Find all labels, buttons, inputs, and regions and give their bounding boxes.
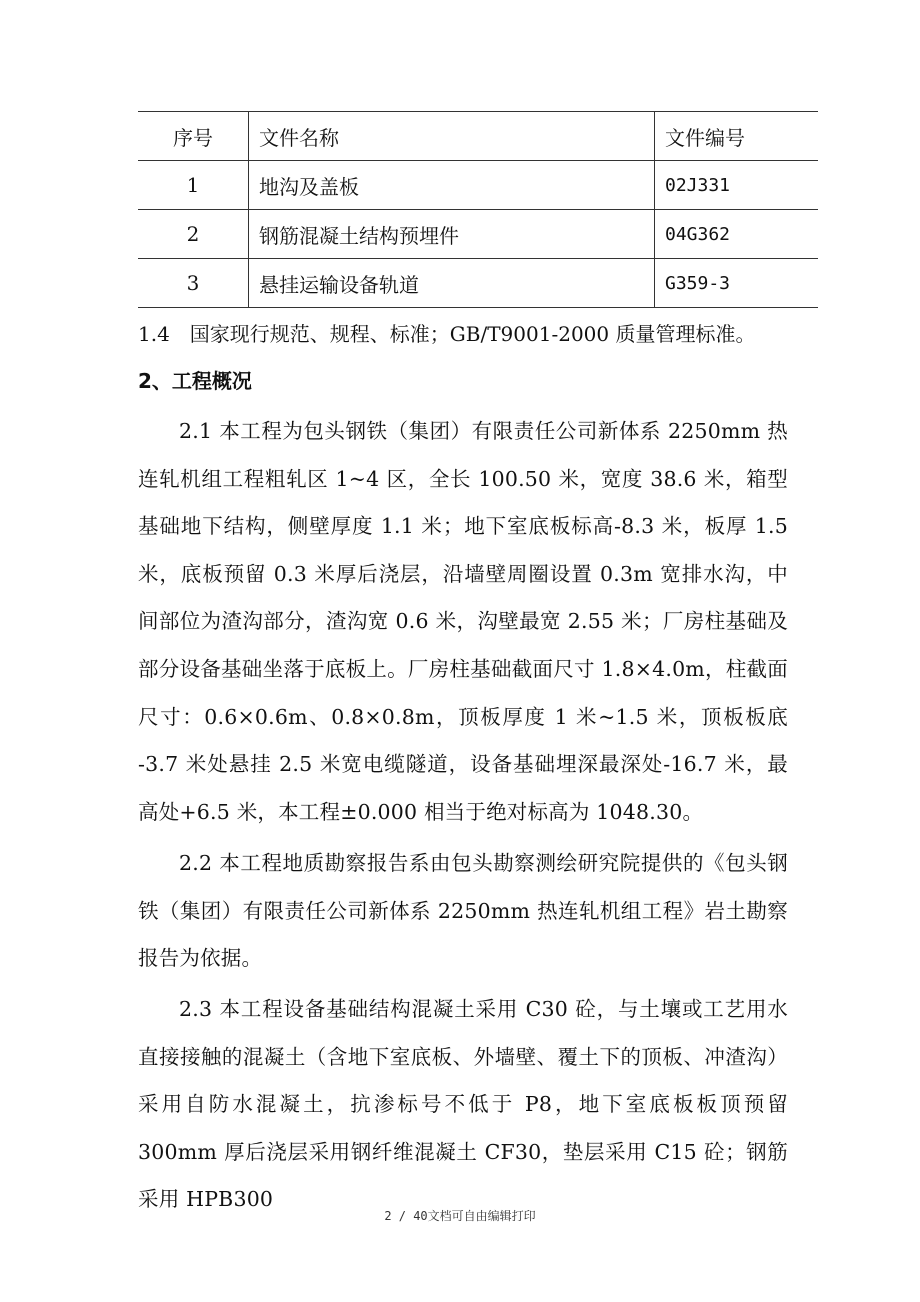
table-header-row xyxy=(138,112,818,161)
paragraph-2-1: 2.1 本工程为包头钢铁（集团）有限责任公司新体系 2250mm 热连轧机组工程粗轧区 1~4 区，全长 100.50 米，宽度 38.6 米，箱型基础地下结构，侧壁厚度 1.1 米；地下室底板标高-8.3 米，板厚 1.5 米，底板预留 0.3 米厚后浇层，沿墙壁周圈设置 0.3m 宽排水沟，中间部位为渣沟部分，渣沟宽 0.6 米，沟壁最宽 2.55 米；厂房柱基础及部分设备基础坐落于底板上。厂房柱基础截面尺寸 1.8×4.0m，柱截面尺寸：0.6×0.6m、0.8×0.8m，顶板厚度 1 米~1.5 米，顶板板底 -3.7 米处悬挂 2.5 米宽电缆隧道，设备基础埋深最深处-16.7 米，最高处+6.5 米，本工程±0.000 相当于绝对标高为 1048.30。 xyxy=(138,419,788,824)
cell-seq: 2 xyxy=(138,210,249,259)
cell-file-number: 04G362 xyxy=(655,210,819,259)
header-file-number: 文件编号 xyxy=(655,112,819,161)
paragraph-2-2: 2.2 本工程地质勘察报告系由包头勘察测绘研究院提供的《包头钢铁（集团）有限责任公司新体系 2250mm 热连轧机组工程》岩土勘察报告为依据。 xyxy=(138,851,788,971)
header-seq: 序号 xyxy=(138,112,249,161)
cell-file-name: 钢筋混凝土结构预埋件 xyxy=(249,210,655,259)
table-row xyxy=(138,210,818,259)
cell-file-number: 02J331 xyxy=(655,161,819,210)
page-footer: 2 / 40文档可自由编辑打印 xyxy=(384,1209,536,1223)
reference-standards-table xyxy=(138,111,818,308)
paragraph-2-3: 2.3 本工程设备基础结构混凝土采用 C30 砼，与土壤或工艺用水直接接触的混凝土（含地下室底板、外墙壁、覆土下的顶板、冲渣沟）采用自防水混凝土，抗渗标号不低于 P8，地下室底板板顶预留 300mm 厚后浇层采用钢纤维混凝土 CF30，垫层采用 C15 砼；钢筋采用 HPB300 xyxy=(138,997,788,1212)
cell-file-number: G359-3 xyxy=(655,259,819,308)
table-row xyxy=(138,259,818,308)
cell-file-name: 悬挂运输设备轨道 xyxy=(249,259,655,308)
header-file-name: 文件名称 xyxy=(249,112,655,161)
item-1-4-standards: 1.4 国家现行规范、规程、标准；GB/T9001-2000 质量管理标准。 xyxy=(138,322,756,346)
section-2-heading: 2、工程概况 xyxy=(138,369,252,393)
cell-seq: 3 xyxy=(138,259,249,308)
cell-seq: 1 xyxy=(138,161,249,210)
table-row xyxy=(138,161,818,210)
cell-file-name: 地沟及盖板 xyxy=(249,161,655,210)
